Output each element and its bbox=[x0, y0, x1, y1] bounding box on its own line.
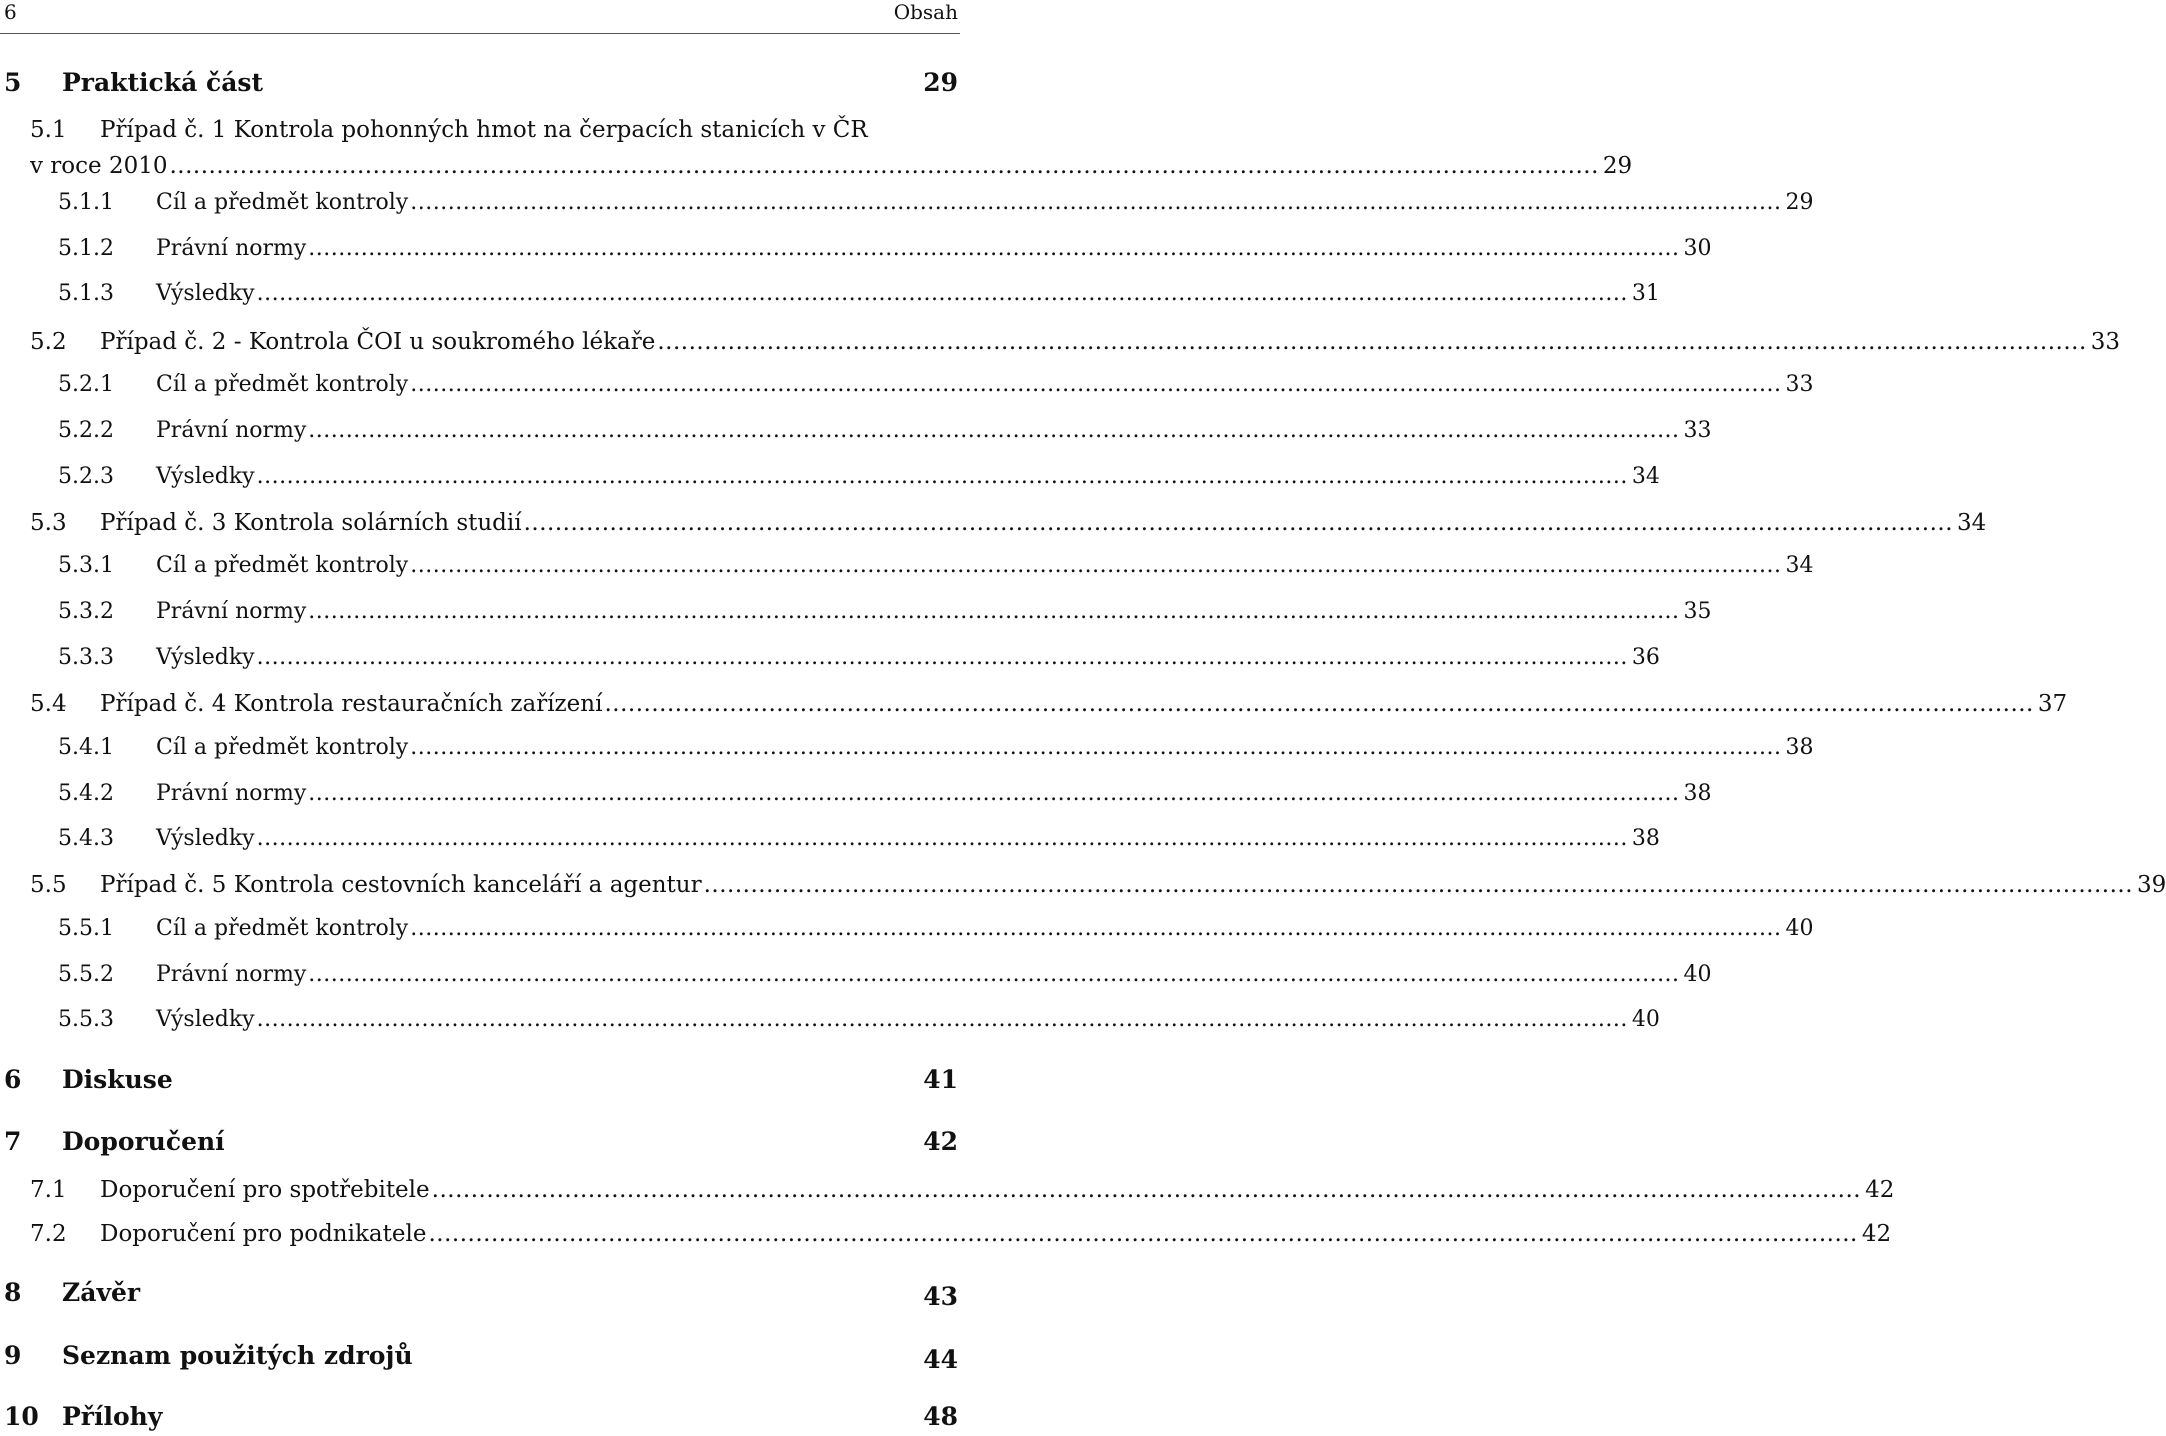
toc-subsection-5-1-2[interactable] bbox=[0, 236, 1712, 270]
toc-page: 29 bbox=[923, 68, 958, 97]
toc-subsection-5-2-2[interactable] bbox=[0, 418, 1712, 452]
toc-subsection-5-5-2[interactable] bbox=[0, 962, 1712, 996]
toc-number: 5.3.1 bbox=[58, 553, 114, 578]
toc-section-5-5[interactable] bbox=[0, 872, 2166, 906]
toc-subsection-5-5-3[interactable] bbox=[0, 1007, 1660, 1041]
toc-leader: ....................................................................................................................................................................................... bbox=[256, 464, 1628, 489]
toc-page: 43 bbox=[923, 1282, 958, 1311]
toc-number: 5.3.2 bbox=[58, 599, 114, 624]
toc-page: 31 bbox=[1631, 281, 1660, 306]
toc-leader: ....................................................................................................................................................................................... bbox=[428, 1221, 1858, 1247]
toc-leader: ....................................................................................................................................................................................... bbox=[410, 735, 1782, 760]
toc-number: 5.5.3 bbox=[58, 1007, 114, 1032]
toc-section-7-2[interactable] bbox=[0, 1221, 1892, 1255]
toc-page: 40 bbox=[1631, 1007, 1660, 1032]
toc-page: 35 bbox=[1683, 599, 1712, 624]
toc-title: Výsledky bbox=[156, 1007, 255, 1032]
toc-leader: ....................................................................................................................................................................................... bbox=[308, 781, 1680, 806]
toc-chapter-8[interactable] bbox=[0, 1278, 958, 1312]
toc-page: 42 bbox=[1865, 1177, 1895, 1203]
toc-page: 41 bbox=[923, 1065, 958, 1094]
toc-leader: ....................................................................................................................................................................................... bbox=[410, 372, 1782, 397]
toc-number: 6 bbox=[4, 1065, 22, 1094]
toc-subsection-5-1-1[interactable] bbox=[0, 190, 1814, 224]
toc-title-continuation: v roce 2010 bbox=[30, 153, 168, 179]
toc-number: 7.1 bbox=[30, 1177, 67, 1203]
toc-page: 30 bbox=[1683, 236, 1712, 261]
toc-leader: ....................................................................................................................................................................................... bbox=[523, 510, 1954, 536]
toc-title: Právní normy bbox=[156, 962, 307, 987]
toc-number: 5.5 bbox=[30, 872, 67, 898]
toc-number: 5.2.3 bbox=[58, 464, 114, 489]
toc-leader: ....................................................................................................................................................................................... bbox=[256, 826, 1628, 851]
toc-number: 5.3.3 bbox=[58, 645, 114, 670]
toc-title: Právní normy bbox=[156, 599, 307, 624]
toc-subsection-5-4-2[interactable] bbox=[0, 781, 1712, 815]
toc-section-5-2[interactable] bbox=[0, 329, 2121, 363]
toc-title: Praktická část bbox=[62, 68, 264, 97]
toc-page: 36 bbox=[1631, 645, 1660, 670]
toc-leader: ....................................................................................................................................................................................... bbox=[604, 691, 2034, 717]
toc-page: 34 bbox=[1631, 464, 1660, 489]
toc-page: 39 bbox=[2137, 872, 2166, 898]
toc-title: Případ č. 4 Kontrola restauračních zařízení bbox=[100, 691, 603, 717]
toc-section-5-3[interactable] bbox=[0, 510, 1987, 544]
toc-page: 40 bbox=[1785, 916, 1814, 941]
toc-number: 5 bbox=[4, 68, 22, 97]
toc-number: 5.4 bbox=[30, 691, 67, 717]
toc-leader: ....................................................................................................................................................................................... bbox=[410, 190, 1782, 215]
toc-page: 29 bbox=[1785, 190, 1814, 215]
toc-title: Právní normy bbox=[156, 781, 307, 806]
toc-leader: ....................................................................................................................................................................................... bbox=[256, 645, 1628, 670]
toc-page: 42 bbox=[1861, 1221, 1892, 1247]
toc-page: 34 bbox=[1785, 553, 1814, 578]
toc-subsection-5-5-1[interactable] bbox=[0, 916, 1814, 950]
toc-page: 37 bbox=[2037, 691, 2068, 717]
toc-number: 9 bbox=[4, 1341, 22, 1370]
toc-title: Seznam použitých zdrojů bbox=[62, 1341, 413, 1370]
toc-number: 5.5.1 bbox=[58, 916, 114, 941]
toc-title: Výsledky bbox=[156, 826, 255, 851]
toc-leader: ....................................................................................................................................................................................... bbox=[308, 599, 1680, 624]
toc-number: 5.1.3 bbox=[58, 281, 114, 306]
toc-number: 5.1 bbox=[30, 117, 67, 143]
toc-title: Cíl a předmět kontroly bbox=[156, 553, 409, 578]
toc-title: Cíl a předmět kontroly bbox=[156, 735, 409, 760]
toc-number: 5.4.1 bbox=[58, 735, 114, 760]
toc-leader: ....................................................................................................................................................................................... bbox=[256, 1007, 1628, 1032]
toc-leader: ....................................................................................................................................................................................... bbox=[308, 236, 1680, 261]
page-header bbox=[0, 0, 960, 34]
toc-page: 42 bbox=[923, 1127, 958, 1156]
toc-number: 5.2 bbox=[30, 329, 67, 355]
toc-title: Právní normy bbox=[156, 418, 307, 443]
toc-number: 5.4.2 bbox=[58, 781, 114, 806]
toc-title: Výsledky bbox=[156, 645, 255, 670]
toc-subsection-5-3-3[interactable] bbox=[0, 645, 1660, 679]
toc-title: Právní normy bbox=[156, 236, 307, 261]
toc-leader: ....................................................................................................................................................................................... bbox=[410, 916, 1782, 941]
toc-number: 7 bbox=[4, 1127, 22, 1156]
toc-number: 5.2.2 bbox=[58, 418, 114, 443]
toc-page: 38 bbox=[1785, 735, 1814, 760]
toc-page: 38 bbox=[1683, 781, 1712, 806]
toc-chapter-5[interactable] bbox=[0, 68, 958, 102]
toc-page: 33 bbox=[2090, 329, 2121, 355]
toc-leader: ....................................................................................................................................................................................... bbox=[703, 872, 2134, 898]
toc-page: 33 bbox=[1785, 372, 1814, 397]
toc-title: Případ č. 3 Kontrola solárních studií bbox=[100, 510, 522, 536]
toc-section-5-1[interactable] bbox=[0, 117, 1633, 187]
toc-number: 10 bbox=[4, 1402, 39, 1431]
toc-title: Doporučení pro podnikatele bbox=[100, 1221, 427, 1247]
toc-number: 8 bbox=[4, 1278, 22, 1307]
toc-chapter-6[interactable] bbox=[0, 1065, 958, 1099]
toc-title: Případ č. 2 - Kontrola ČOI u soukromého lékaře bbox=[100, 329, 656, 355]
toc-leader: ....................................................................................................................................................................................... bbox=[169, 153, 1599, 179]
toc-number: 5.1.1 bbox=[58, 190, 114, 215]
toc-number: 5.5.2 bbox=[58, 962, 114, 987]
toc-leader: ....................................................................................................................................................................................... bbox=[256, 281, 1628, 306]
running-title: Obsah bbox=[893, 0, 958, 24]
toc-title: Diskuse bbox=[62, 1065, 173, 1094]
toc-page: 48 bbox=[923, 1402, 958, 1431]
toc-leader: ....................................................................................................................................................................................... bbox=[431, 1177, 1862, 1203]
toc-chapter-9[interactable] bbox=[0, 1341, 958, 1375]
toc-number: 5.2.1 bbox=[58, 372, 114, 397]
toc-leader: ....................................................................................................................................................................................... bbox=[308, 418, 1680, 443]
toc-section-7-1[interactable] bbox=[0, 1177, 1895, 1211]
toc-page: 33 bbox=[1683, 418, 1712, 443]
toc-subsection-5-1-3[interactable] bbox=[0, 281, 1660, 315]
toc-page: 40 bbox=[1683, 962, 1712, 987]
toc-number: 5.4.3 bbox=[58, 826, 114, 851]
toc-title: Závěr bbox=[62, 1278, 141, 1307]
toc-title: Případ č. 1 Kontrola pohonných hmot na čerpacích stanicích v ČR bbox=[100, 117, 868, 143]
toc-subsection-5-3-2[interactable] bbox=[0, 599, 1712, 633]
toc-title: Cíl a předmět kontroly bbox=[156, 916, 409, 941]
toc-title: Cíl a předmět kontroly bbox=[156, 190, 409, 215]
toc-title: Výsledky bbox=[156, 281, 255, 306]
toc-subsection-5-4-3[interactable] bbox=[0, 826, 1660, 860]
toc-subsection-5-2-3[interactable] bbox=[0, 464, 1660, 498]
toc-page: 29 bbox=[1602, 153, 1633, 179]
toc-title: Doporučení bbox=[62, 1127, 225, 1156]
toc-page: 44 bbox=[923, 1345, 958, 1374]
toc-title: Přílohy bbox=[62, 1402, 163, 1431]
toc-chapter-10[interactable] bbox=[0, 1402, 958, 1436]
toc-subsection-5-2-1[interactable] bbox=[0, 372, 1814, 406]
toc-page: 34 bbox=[1957, 510, 1987, 536]
toc-subsection-5-3-1[interactable] bbox=[0, 553, 1814, 587]
toc-leader: ....................................................................................................................................................................................... bbox=[657, 329, 2087, 355]
toc-title: Případ č. 5 Kontrola cestovních kanceláří a agentur bbox=[100, 872, 702, 898]
toc-section-5-4[interactable] bbox=[0, 691, 2068, 725]
page-number: 6 bbox=[4, 0, 17, 24]
toc-leader: ....................................................................................................................................................................................... bbox=[308, 962, 1680, 987]
toc-number: 5.1.2 bbox=[58, 236, 114, 261]
toc-title: Výsledky bbox=[156, 464, 255, 489]
toc-title: Cíl a předmět kontroly bbox=[156, 372, 409, 397]
toc-page: 38 bbox=[1631, 826, 1660, 851]
toc-leader: ....................................................................................................................................................................................... bbox=[410, 553, 1782, 578]
toc-subsection-5-4-1[interactable] bbox=[0, 735, 1814, 769]
toc-number: 7.2 bbox=[30, 1221, 67, 1247]
toc-chapter-7[interactable] bbox=[0, 1127, 958, 1161]
toc-number: 5.3 bbox=[30, 510, 67, 536]
toc-title: Doporučení pro spotřebitele bbox=[100, 1177, 430, 1203]
